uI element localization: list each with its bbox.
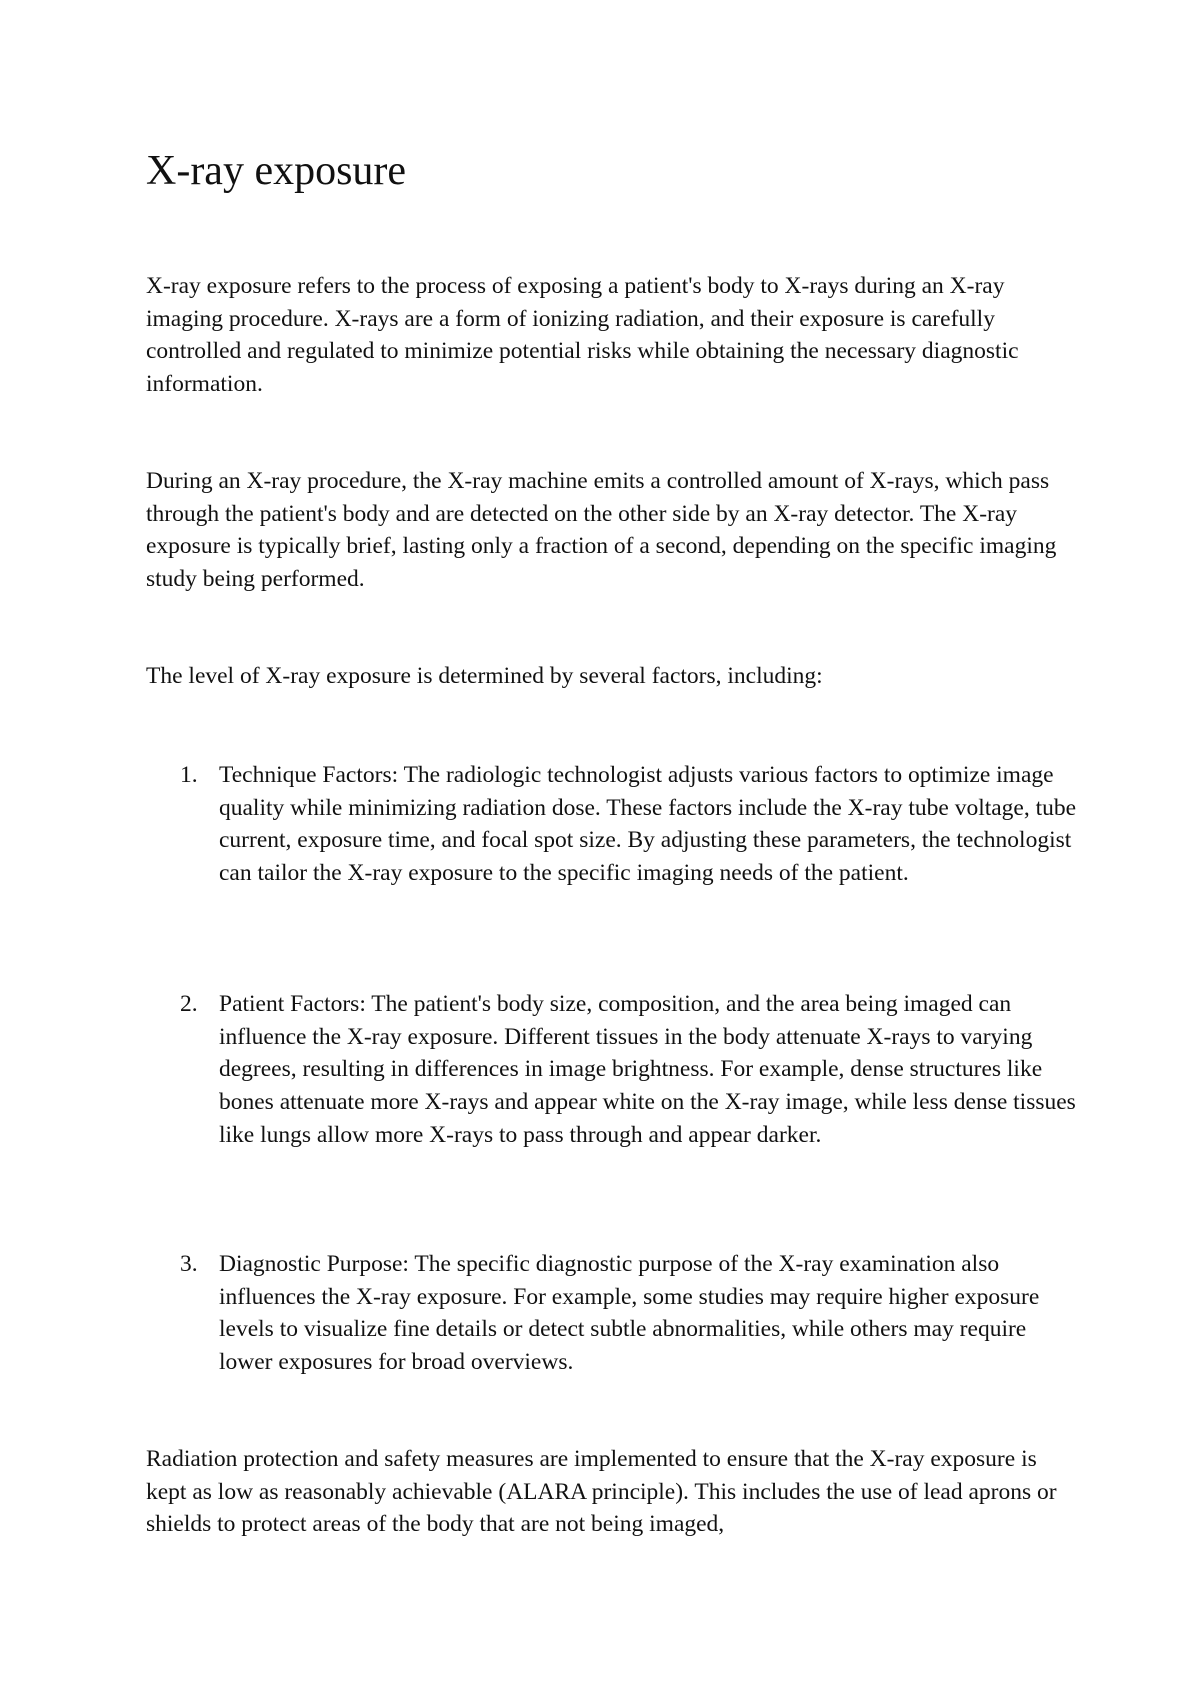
list-item-technique-factors [146, 759, 1076, 890]
list-item-text: Technique Factors: The radiologic technologist adjusts various factors to optimize image quality while minimizing radiation dose. These factors include the X-ray tube voltage, tube current, exposure time, and focal spot size. By adjusting these parameters, the technologist can tailor the X-ray exposure to the specific imaging needs of the patient. [219, 762, 1077, 887]
list-number: 3. [180, 1251, 198, 1277]
list-item-diagnostic-purpose [146, 1248, 1076, 1379]
factors-intro-paragraph: The level of X-ray exposure is determined by several factors, including: [146, 663, 823, 689]
list-item-text: Patient Factors: The patient's body size, composition, and the area being imaged can influence the X-ray exposure. Different tissues in the body attenuate X-rays to varying degrees, resulting in differences in image brightness. For example, dense structures like bones attenuate more X-rays and appear white on the X-ray image, while less dense tissues like lungs allow more X-rays to pass through and appear darker. [219, 991, 1076, 1148]
list-item-patient-factors [146, 988, 1076, 1152]
document-title: X-ray exposure [146, 148, 407, 194]
list-number: 2. [180, 991, 198, 1017]
intro-paragraph: X-ray exposure refers to the process of exposing a patient's body to X-rays during an X-ray imaging procedure. X-rays are a form of ionizing radiation, and their exposure is carefully controlled and regulated to minimize potential risks while obtaining the necessary diagnostic information. [146, 273, 1019, 398]
list-number: 1. [180, 762, 198, 788]
list-item-text: Diagnostic Purpose: The specific diagnostic purpose of the X-ray examination also influences the X-ray exposure. For example, some studies may require higher exposure levels to visualize fine details or detect subtle abnormalities, while others may require lower exposures for broad overviews. [219, 1251, 1040, 1376]
radiation-protection-paragraph: Radiation protection and safety measures are implemented to ensure that the X-ray exposure is kept as low as reasonably achievable (ALARA principle). This includes the use of lead aprons or shields to protect areas of the body that are not being imaged, [146, 1446, 1057, 1538]
procedure-paragraph: During an X-ray procedure, the X-ray machine emits a controlled amount of X-rays, which pass through the patient's body and are detected on the other side by an X-ray detector. The X-ray exposure is typically brief, lasting only a fraction of a second, depending on the specific imaging study being performed. [146, 468, 1057, 593]
